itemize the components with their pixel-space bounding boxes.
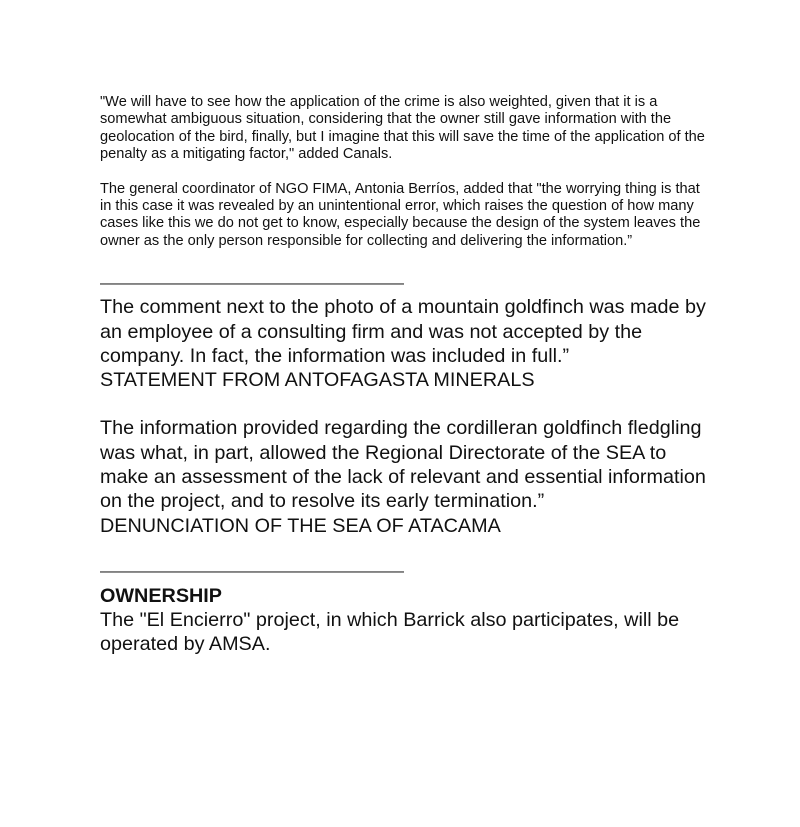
section-heading-ownership: OWNERSHIP — [100, 584, 222, 607]
divider-line: ——————————————————— — [100, 562, 404, 580]
pull-quote-text: The information provided regarding the cordilleran goldfinch fledgling was what, in part, allowed the Regional Directorate of the SEA to make an assessment of the lack of relevant and essential information on the project, and to resolve its early termination.” — [100, 417, 706, 513]
pull-quote-source: DENUNCIATION OF THE SEA OF ATACAMA — [100, 514, 501, 537]
pull-quote-text: The comment next to the photo of a mountain goldfinch was made by an employee of a consulting firm and was not accepted by the company. In fact, the information was included in full.” — [100, 296, 706, 367]
ownership-text: The "El Encierro" project, in which Barrick also participates, will be operated by AMSA. — [100, 608, 680, 656]
paragraph-fima-quote: The general coordinator of NGO FIMA, Antonia Berríos, added that "the worrying thing is that in this case it was revealed by an unintentional error, which raises the question of how many cases like this we do not get to know, especially because the design of the system leaves the owner as the only person responsible for collecting and delivering the information.” — [100, 180, 701, 249]
paragraph-canals-quote: "We will have to see how the application of the crime is also weighted, given that it is a somewhat ambiguous situation, considering that the owner still gave information with the geolocation of the bird, finally, but I imagine that this will save the time of the application of the penalty as a mitigating factor," added Canals. — [100, 94, 705, 163]
article-body — [100, 94, 710, 657]
pull-quote-sea — [100, 416, 710, 537]
pull-quote-antofagasta — [100, 295, 710, 392]
divider-line: ——————————————————— — [100, 275, 404, 293]
pull-quote-source: STATEMENT FROM ANTOFAGASTA MINERALS — [100, 369, 535, 392]
